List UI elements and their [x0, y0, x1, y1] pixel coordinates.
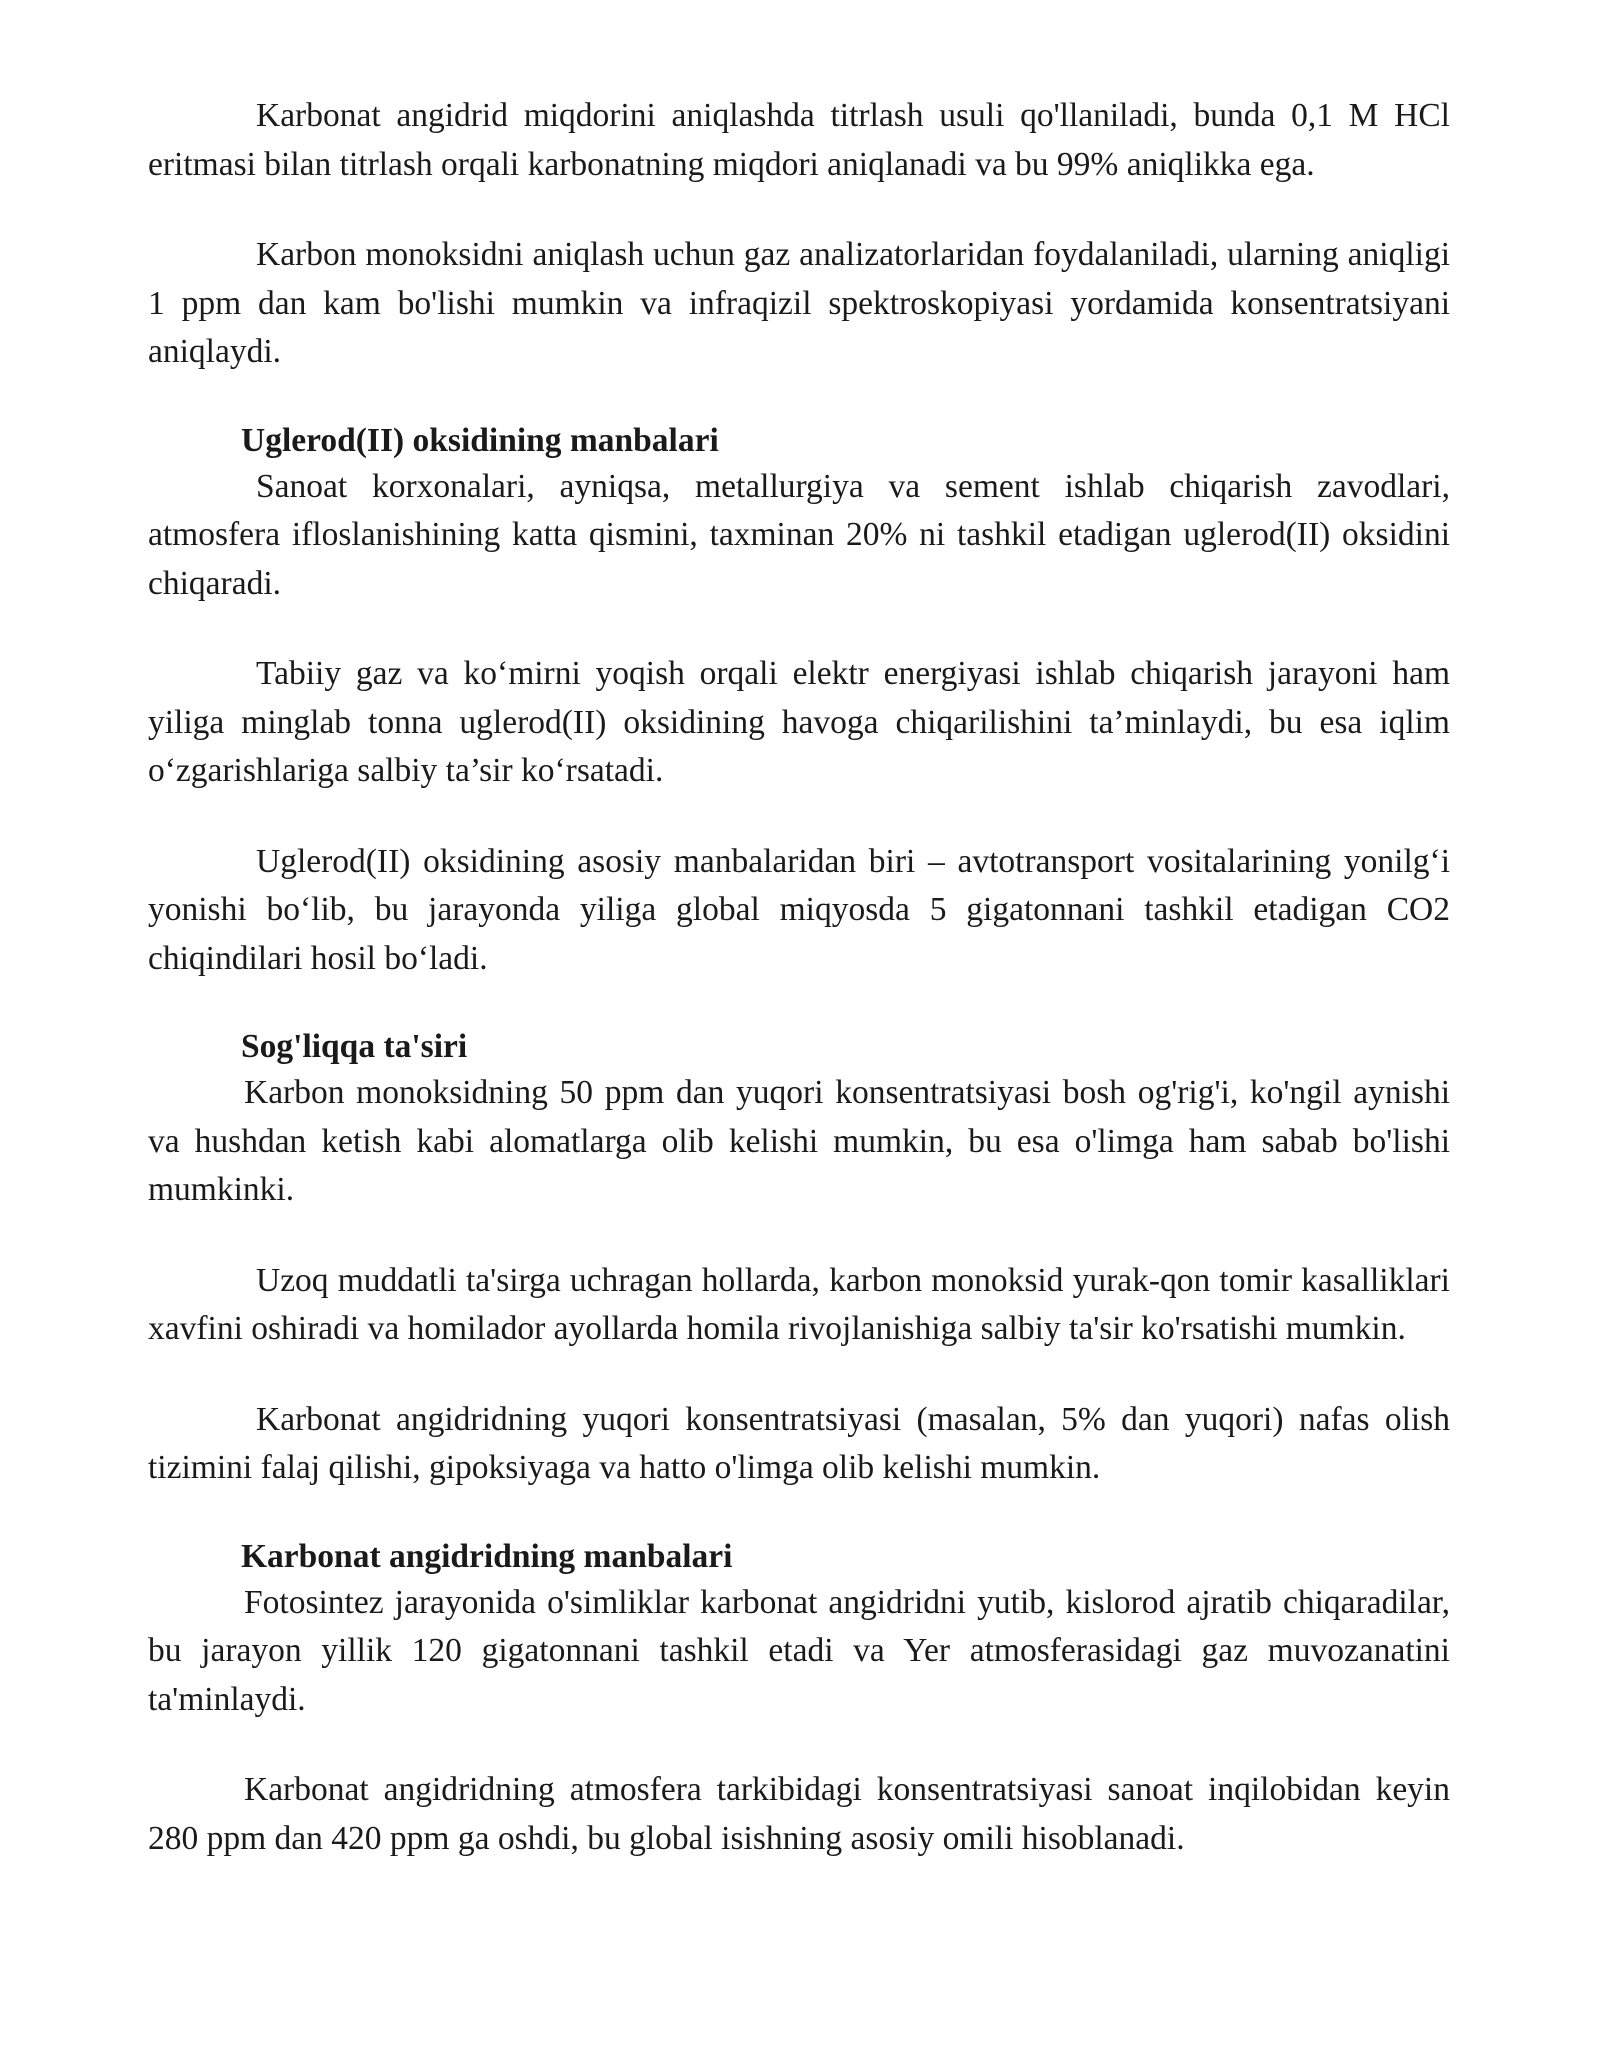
- paragraph-co-symptoms: Karbon monoksidning 50 ppm dan yuqori konsentratsiyasi bosh og'rig'i, ko'ngil aynishi va hushdan ketish kabi alomatlarga olib kelishi mumkin, bu esa o'limga ham sabab bo'lishi mumkinki.: [148, 1074, 1450, 1208]
- paragraph-co2-concentration-rise: Karbonat angidridning atmosfera tarkibidagi konsentratsiyasi sanoat inqilobidan keyin 280 ppm dan 420 ppm ga oshdi, bu global isishning asosiy omili hisoblanadi.: [148, 1771, 1450, 1857]
- paragraph-vehicle-emissions: Uglerod(II) oksidining asosiy manbalaridan biri – avtotransport vositalarining yonilg‘i yonishi bo‘lib, bu jarayonda yiliga global miqyosda 5 gigatonnani tashkil etadigan CO2 chiqindilari hosil bo‘ladi.: [148, 842, 1450, 977]
- paragraph-long-term-exposure: Uzoq muddatli ta'sirga uchragan hollarda, karbon monoksid yurak-qon tomir kasalliklari xavfini oshiradi va homilador ayollarda homila rivojlanishiga salbiy ta'sir ko'rsatishi mumkin.: [148, 1261, 1450, 1347]
- heading-co2-sources: Karbonat angidridning manbalari: [241, 1537, 733, 1575]
- paragraph-photosynthesis: Fotosintez jarayonida o'simliklar karbonat angidridni yutib, kislorod ajratib chiqaradilar, bu jarayon yillik 120 gigatonnani tashkil etadi va Yer atmosferasidagi gaz muvozanatini ta'minlaydi.: [148, 1583, 1450, 1718]
- paragraph-industrial-sources: Sanoat korxonalari, ayniqsa, metallurgiya va sement ishlab chiqarish zavodlari, atmosfera ifloslanishining katta qismini, taxminan 20% ni tashkil etadigan uglerod(II) oksidini chiqaradi.: [148, 467, 1450, 602]
- heading-health-effects: Sog'liqqa ta'siri: [241, 1028, 468, 1065]
- paragraph-power-generation: Tabiiy gaz va ko‘mirni yoqish orqali elektr energiyasi ishlab chiqarish jarayoni ham yiliga minglab tonna uglerod(II) oksidining havoga chiqarilishini ta’minlaydi, bu esa iqlim o‘zgarishlariga salbiy ta’sir ko‘rsatadi.: [148, 655, 1450, 789]
- paragraph-titration-method: Karbonat angidrid miqdorini aniqlashda titrlash usuli qo'llaniladi, bunda 0,1 M HCl eritmasi bilan titrlash orqali karbonatning miqdori aniqlanadi va bu 99% aniqlikka ega.: [148, 97, 1450, 183]
- document-page: [148, 92, 1450, 1863]
- paragraph-gas-analyzers: Karbon monoksidni aniqlash uchun gaz analizatorlaridan foydalaniladi, ularning aniqligi 1 ppm dan kam bo'lishi mumkin va infraqizil spektroskopiyasi yordamida konsentratsiyani aniqlaydi.: [148, 236, 1450, 370]
- paragraph-co2-high-concentration: Karbonat angidridning yuqori konsentratsiyasi (masalan, 5% dan yuqori) nafas olish tizimini falaj qilishi, gipoksiyaga va hatto o'limga olib kelishi mumkin.: [148, 1400, 1450, 1486]
- heading-co-sources: Uglerod(II) oksidining manbalari: [241, 421, 719, 459]
